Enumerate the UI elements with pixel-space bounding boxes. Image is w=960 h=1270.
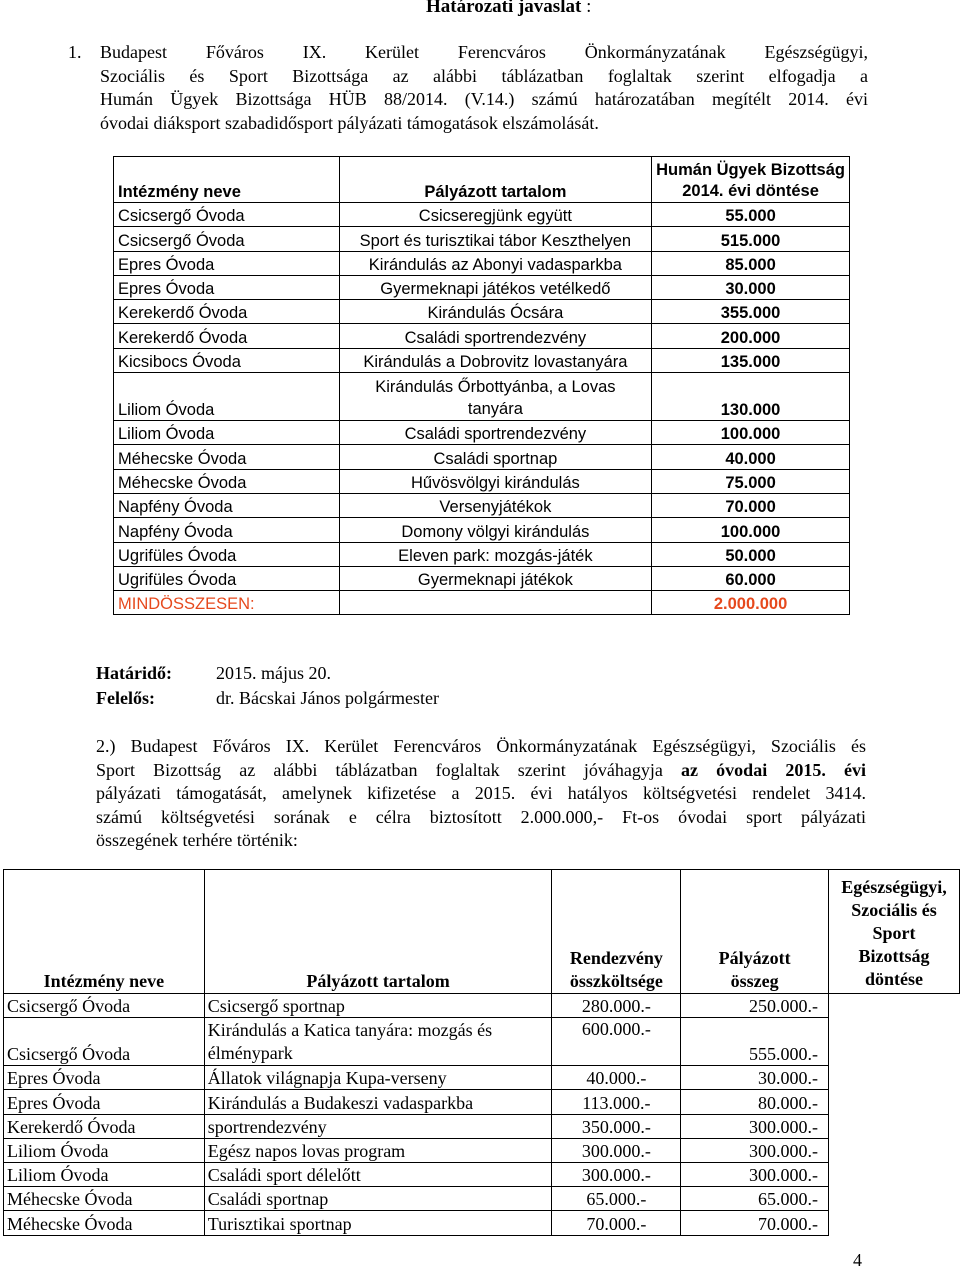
cell-requested: 300.000.- xyxy=(681,1162,829,1186)
responsible-value: dr. Bácskai János polgármester xyxy=(216,688,439,708)
cell-institution: Kerekerdő Óvoda xyxy=(4,1114,205,1138)
table-row xyxy=(114,203,850,227)
cell-content: Állatok világnapja Kupa-verseny xyxy=(204,1066,552,1090)
table-row xyxy=(114,251,850,275)
header-requested: Pályázott összeg xyxy=(681,870,829,994)
deadline-value: 2015. május 20. xyxy=(216,663,331,683)
table-row xyxy=(114,348,850,372)
cell-institution: Kicsibocs Óvoda xyxy=(114,348,340,372)
cell-content: Kirándulás Ócsára xyxy=(339,300,651,324)
deadline-label: Határidő: xyxy=(96,663,172,683)
cell-amount: 100.000 xyxy=(652,421,850,445)
table-row xyxy=(4,1018,960,1066)
cell-amount: 30.000 xyxy=(652,275,850,299)
cell-amount: 135.000 xyxy=(652,348,850,372)
cell-institution: Méhecske Óvoda xyxy=(4,1211,205,1235)
cell-content: Versenyjátékok xyxy=(339,493,651,517)
cell-amount: 100.000 xyxy=(652,518,850,542)
cell-amount: 515.000 xyxy=(652,227,850,251)
table-row xyxy=(4,1211,960,1235)
cell-cost: 65.000.- xyxy=(552,1187,681,1211)
cell-content: Kirándulás a Katica tanyára: mozgás és élménypark xyxy=(204,1018,552,1066)
cell-decision xyxy=(829,1138,960,1162)
cell-cost: 350.000.- xyxy=(552,1114,681,1138)
page-heading: Határozati javaslat : xyxy=(426,0,592,17)
header-institution: Intézmény neve xyxy=(114,157,340,203)
cell-institution: Epres Óvoda xyxy=(114,275,340,299)
cell-decision xyxy=(829,1162,960,1186)
cell-amount: 75.000 xyxy=(652,469,850,493)
cell-amount: 70.000 xyxy=(652,493,850,517)
cell-content: Csicseregjünk együtt xyxy=(339,203,651,227)
cell-content: Családi sportrendezvény xyxy=(339,324,651,348)
header-decision: Humán Ügyek Bizottság 2014. évi döntése xyxy=(652,157,850,203)
cell-content: Kirándulás a Dobrovitz lovastanyára xyxy=(339,348,651,372)
cell-content: Kirándulás a Budakeszi vadasparkba xyxy=(204,1090,552,1114)
table-row xyxy=(114,275,850,299)
table-row xyxy=(114,566,850,590)
cell-requested: 555.000.- xyxy=(681,1018,829,1066)
cell-institution: Liliom Óvoda xyxy=(4,1138,205,1162)
cell-cost: 70.000.- xyxy=(552,1211,681,1235)
cell-institution: Liliom Óvoda xyxy=(114,373,340,421)
cell-institution: Méhecske Óvoda xyxy=(114,445,340,469)
cell-decision xyxy=(829,1211,960,1235)
table-row xyxy=(114,469,850,493)
cell-institution: Napfény Óvoda xyxy=(114,518,340,542)
cell-cost: 300.000.- xyxy=(552,1138,681,1162)
cell-content: Kirándulás az Abonyi vadasparkba xyxy=(339,251,651,275)
cell-institution: Csicsergő Óvoda xyxy=(4,1018,205,1066)
cell-decision xyxy=(829,1187,960,1211)
cell-content: Domony völgyi kirándulás xyxy=(339,518,651,542)
total-amount: 2.000.000 xyxy=(652,591,850,615)
cell-requested: 30.000.- xyxy=(681,1066,829,1090)
cell-content: Turisztikai sportnap xyxy=(204,1211,552,1235)
table-row xyxy=(4,1114,960,1138)
deadline-block xyxy=(96,661,439,711)
table-row xyxy=(114,227,850,251)
cell-content: Családi sportnap xyxy=(339,445,651,469)
cell-content: Sport és turisztikai tábor Keszthelyen xyxy=(339,227,651,251)
cell-institution: Epres Óvoda xyxy=(4,1090,205,1114)
header-content: Pályázott tartalom xyxy=(204,870,552,994)
cell-decision xyxy=(829,1090,960,1114)
cell-content: Családi sportrendezvény xyxy=(339,421,651,445)
cell-institution: Kerekerdő Óvoda xyxy=(114,324,340,348)
cell-institution: Csicsergő Óvoda xyxy=(114,227,340,251)
table-row xyxy=(114,518,850,542)
cell-cost: 600.000.- xyxy=(552,1018,681,1066)
cell-institution: Ugrifüles Óvoda xyxy=(114,566,340,590)
cell-content: Eleven park: mozgás-játék xyxy=(339,542,651,566)
total-row xyxy=(114,591,850,615)
cell-requested: 300.000.- xyxy=(681,1138,829,1162)
cell-institution: Kerekerdő Óvoda xyxy=(114,300,340,324)
cell-requested: 80.000.- xyxy=(681,1090,829,1114)
responsible-label: Felelős: xyxy=(96,688,155,708)
cell-decision xyxy=(829,1114,960,1138)
cell-institution: Napfény Óvoda xyxy=(114,493,340,517)
cell-institution: Méhecske Óvoda xyxy=(4,1187,205,1211)
table-row xyxy=(4,1187,960,1211)
cell-requested: 250.000.- xyxy=(681,994,829,1018)
table-row xyxy=(4,1162,960,1186)
page-number: 4 xyxy=(853,1250,862,1270)
cell-content: Hűvösvölgyi kirándulás xyxy=(339,469,651,493)
cell-institution: Méhecske Óvoda xyxy=(114,469,340,493)
table-header-row xyxy=(4,870,960,994)
cell-amount: 355.000 xyxy=(652,300,850,324)
cell-institution: Epres Óvoda xyxy=(4,1066,205,1090)
cell-requested: 300.000.- xyxy=(681,1114,829,1138)
cell-decision xyxy=(829,994,960,1018)
table-row xyxy=(114,421,850,445)
header-institution: Intézmény neve xyxy=(4,870,205,994)
cell-requested: 70.000.- xyxy=(681,1211,829,1235)
cell-amount: 130.000 xyxy=(652,373,850,421)
cell-content: Kirándulás Őrbottyánba, a Lovas tanyára xyxy=(339,373,651,421)
cell-institution: Epres Óvoda xyxy=(114,251,340,275)
table-row xyxy=(114,493,850,517)
cell-amount: 200.000 xyxy=(652,324,850,348)
cell-institution: Csicsergő Óvoda xyxy=(114,203,340,227)
cell-cost: 280.000.- xyxy=(552,994,681,1018)
cell-institution: Liliom Óvoda xyxy=(114,421,340,445)
cell-content: Gyermeknapi játékok xyxy=(339,566,651,590)
table-row xyxy=(4,1138,960,1162)
cell-amount: 55.000 xyxy=(652,203,850,227)
resolution-paragraph-1: 1. Budapest Főváros IX. Kerület Ferencváros Önkormányzatának Egészségügyi, Szociális és Sport Bizottsága az alábbi táblázatban foglaltak szerint elfogadja a Humán Ügyek Bizottsága HÜB 88/2014. (V.14.) számú határozatában megítélt 2014. évi óvodai diáksport szabadidősport pályázati támogatások elszámolását. xyxy=(68,42,868,133)
header-decision: Egészségügyi, Szociális és Sport Bizottság döntése xyxy=(829,870,960,994)
cell-amount: 60.000 xyxy=(652,566,850,590)
cell-content: Csicsergő sportnap xyxy=(204,994,552,1018)
cell-cost: 113.000.- xyxy=(552,1090,681,1114)
cell-decision xyxy=(829,1066,960,1090)
cell-institution: Liliom Óvoda xyxy=(4,1162,205,1186)
cell-content: sportrendezvény xyxy=(204,1114,552,1138)
cell-cost: 40.000.- xyxy=(552,1066,681,1090)
cell-institution: Ugrifüles Óvoda xyxy=(114,542,340,566)
cell-requested: 65.000.- xyxy=(681,1187,829,1211)
cell-amount: 40.000 xyxy=(652,445,850,469)
total-label: MINDÖSSZESEN: xyxy=(114,591,340,615)
cell-amount: 85.000 xyxy=(652,251,850,275)
settlement-table xyxy=(113,156,850,615)
table-row xyxy=(114,300,850,324)
cell-amount: 50.000 xyxy=(652,542,850,566)
cell-decision xyxy=(829,1018,960,1066)
table-header-row xyxy=(114,157,850,203)
cell-content: Családi sport délelőtt xyxy=(204,1162,552,1186)
table-row xyxy=(114,542,850,566)
resolution-paragraph-2: 2.) Budapest Főváros IX. Kerület Ferencváros Önkormányzatának Egészségügyi, Szociális és Sport Bizottság az alábbi táblázatban foglaltak szerint jóváhagyja az óvodai 2015. évi pályázati támogatását, amelynek kifizetése a 2015. évi hatályos költségvetési rendelet 3414. számú költségvetési sorának e célra biztosított 2.000.000,- Ft-os óvodai sport pályázati összegének terhére történik: xyxy=(96,736,866,850)
table-row xyxy=(114,445,850,469)
table-row xyxy=(4,1090,960,1114)
cell-cost: 300.000.- xyxy=(552,1162,681,1186)
grant-table xyxy=(3,869,960,1236)
header-content: Pályázott tartalom xyxy=(339,157,651,203)
cell-content: Gyermeknapi játékos vetélkedő xyxy=(339,275,651,299)
table-row xyxy=(4,994,960,1018)
item-number: 1. xyxy=(68,42,82,62)
header-cost: Rendezvény összköltsége xyxy=(552,870,681,994)
cell-institution: Csicsergő Óvoda xyxy=(4,994,205,1018)
table-row xyxy=(114,324,850,348)
table-row xyxy=(114,373,850,421)
table-row xyxy=(4,1066,960,1090)
cell-content: Családi sportnap xyxy=(204,1187,552,1211)
cell-content: Egész napos lovas program xyxy=(204,1138,552,1162)
